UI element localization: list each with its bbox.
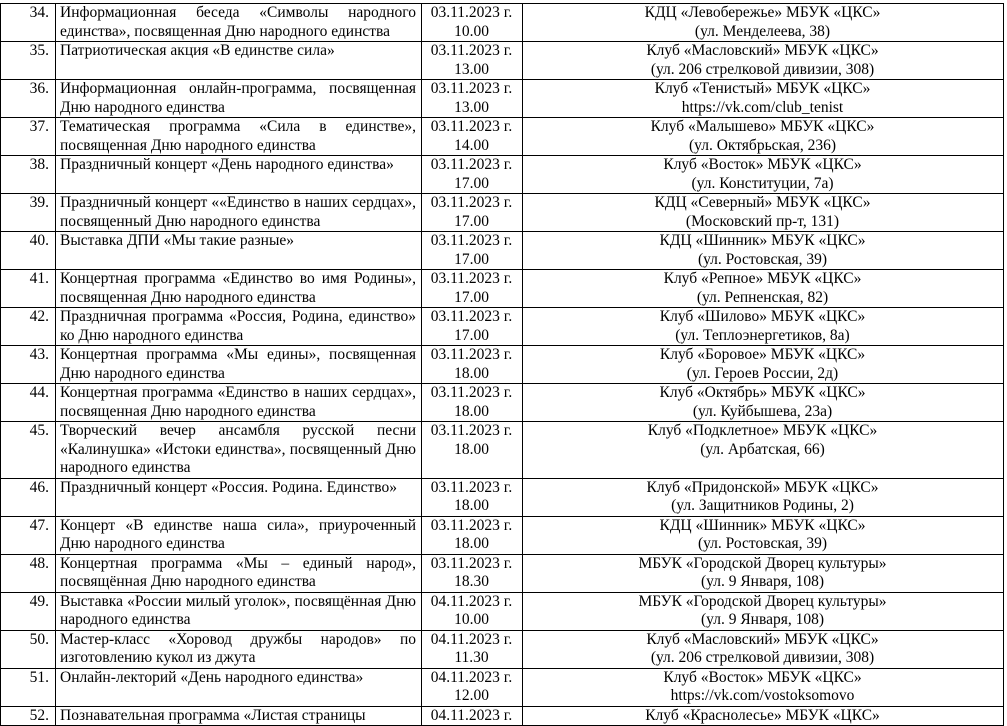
event-name: Информационная онлайн-программа, посвященная Дню народного единства — [56, 80, 422, 118]
event-name: Концертная программа «Мы едины», посвященная Дню народного единства — [56, 346, 422, 384]
event-date: 03.11.2023 г. — [430, 4, 513, 21]
table-row — [1, 706, 1004, 726]
event-datetime — [422, 4, 523, 42]
event-name: Концертная программа «Мы – единый народ», посвящённая Дню народного единства — [56, 554, 422, 592]
event-time: 17.00 — [454, 288, 489, 306]
event-date: 03.11.2023 г. — [430, 516, 513, 534]
event-datetime — [422, 308, 523, 346]
table-row — [1, 592, 1004, 630]
event-datetime — [422, 384, 523, 422]
event-venue — [523, 270, 1004, 308]
event-venue — [523, 308, 1004, 346]
event-name: Тематическая программа «Сила в единстве», посвященная Дню народного единства — [56, 118, 422, 156]
event-datetime — [422, 668, 523, 706]
event-date: 03.11.2023 г. — [430, 422, 513, 439]
venue-name: Клуб «Шилово» МБУК «ЦКС» — [659, 308, 866, 325]
venue-address: (ул. Конституции, 7а) — [691, 174, 834, 192]
event-date: 03.11.2023 г. — [430, 308, 513, 325]
event-venue — [523, 478, 1004, 516]
venue-address: (ул. 9 Января, 108) — [700, 573, 824, 590]
event-venue — [523, 232, 1004, 270]
table-row — [1, 384, 1004, 422]
table-row — [1, 668, 1004, 706]
table-row — [1, 80, 1004, 118]
event-name: Концертная программа «Единство в наших сердцах», посвященная Дню народного единства — [56, 384, 422, 422]
event-date: 03.11.2023 г. — [430, 346, 513, 363]
table-row — [1, 346, 1004, 384]
event-datetime — [422, 80, 523, 118]
events-table — [0, 3, 1004, 726]
table-row — [1, 156, 1004, 194]
event-name: Концертная программа «Единство во имя Родины», посвященная Дню народного единства — [56, 270, 422, 308]
event-name: Онлайн-лекторий «День народного единства» — [56, 668, 422, 706]
row-number: 48. — [1, 554, 56, 592]
venue-address: (ул. Героев России, 2д) — [686, 364, 839, 382]
row-number: 35. — [1, 42, 56, 80]
event-time: 18.00 — [454, 535, 489, 552]
event-time: 18.00 — [454, 402, 489, 420]
venue-name: Клуб «Восток» МБУК «ЦКС» — [663, 156, 862, 173]
event-datetime — [422, 554, 523, 592]
row-number: 45. — [1, 422, 56, 479]
event-date: 03.11.2023 г. — [430, 156, 513, 173]
event-date: 04.11.2023 г. — [430, 592, 513, 610]
table-row — [1, 516, 1004, 554]
event-venue — [523, 706, 1004, 726]
row-number: 47. — [1, 516, 56, 554]
event-name: Праздничный концерт «День народного единства» — [56, 156, 422, 194]
event-name: Мастер-класс «Хоровод дружбы народов» по изготовлению кукол из джута — [56, 630, 422, 668]
venue-address: (ул. Ростовская, 39) — [697, 535, 828, 552]
table-row — [1, 308, 1004, 346]
event-venue — [523, 384, 1004, 422]
event-datetime — [422, 422, 523, 479]
venue-name: Клуб «Краснолесье» МБУК «ЦКС» — [645, 706, 880, 724]
event-time: 10.00 — [454, 22, 489, 40]
row-number: 36. — [1, 80, 56, 118]
event-name: Творческий вечер ансамбля русской песни «Калинушка» «Истоки единства», посвященный Дню народного единства — [56, 422, 422, 479]
event-name: Познавательная программа «Листая страницы — [56, 706, 422, 726]
venue-name: Клуб «Тенистый» МБУК «ЦКС» — [654, 80, 871, 97]
venue-link[interactable]: https://vk.com/club_tenist — [681, 98, 844, 116]
venue-name: КДЦ «Северный» МБУК «ЦКС» — [654, 194, 871, 211]
venue-name: Клуб «Малышево» МБУК «ЦКС» — [650, 118, 875, 135]
event-time: 18.00 — [454, 364, 489, 382]
event-name: Выставка ДПИ «Мы такие разные» — [56, 232, 422, 270]
event-venue — [523, 516, 1004, 554]
venue-address: (ул. Защитников Родины, 2) — [671, 497, 854, 514]
event-time: 11.30 — [454, 649, 489, 666]
event-time: 18.00 — [454, 497, 489, 514]
event-datetime — [422, 42, 523, 80]
event-name: Информационная беседа «Символы народного единства», посвященная Дню народного единства — [56, 4, 422, 42]
venue-address: (ул. 206 стрелковой дивизии, 308) — [650, 649, 875, 666]
venue-address: (ул. Ростовская, 39) — [697, 250, 828, 268]
event-date: 04.11.2023 г. — [430, 668, 513, 686]
event-venue — [523, 668, 1004, 706]
venue-name: Клуб «Масловский» МБУК «ЦКС» — [646, 630, 879, 648]
table-row — [1, 194, 1004, 232]
venue-name: Клуб «Масловский» МБУК «ЦКС» — [646, 42, 879, 59]
row-number: 52. — [1, 706, 56, 726]
row-number: 39. — [1, 194, 56, 232]
row-number: 40. — [1, 232, 56, 270]
event-time: 17.00 — [454, 326, 489, 344]
event-datetime — [422, 478, 523, 516]
event-datetime — [422, 270, 523, 308]
venue-name: Клуб «Октябрь» МБУК «ЦКС» — [659, 384, 866, 401]
venue-address: (ул. Репненская, 82) — [696, 288, 829, 306]
row-number: 38. — [1, 156, 56, 194]
row-number: 51. — [1, 668, 56, 706]
venue-name: МБУК «Городской Дворец культуры» — [638, 592, 887, 610]
row-number: 42. — [1, 308, 56, 346]
row-number: 41. — [1, 270, 56, 308]
table-row — [1, 118, 1004, 156]
event-name: Выставка «России милый уголок», посвящённая Дню народного единства — [56, 592, 422, 630]
row-number: 43. — [1, 346, 56, 384]
event-time: 17.00 — [454, 174, 489, 192]
event-date: 04.11.2023 г. — [430, 706, 513, 724]
table-row — [1, 42, 1004, 80]
event-venue — [523, 422, 1004, 479]
event-name: Концерт «В единстве наша сила», приуроченный Дню народного единства — [56, 516, 422, 554]
event-date: 03.11.2023 г. — [430, 232, 513, 249]
venue-name: КДЦ «Шинник» МБУК «ЦКС» — [659, 232, 866, 249]
event-date: 03.11.2023 г. — [430, 384, 513, 401]
row-number: 44. — [1, 384, 56, 422]
event-time: 10.00 — [454, 611, 489, 628]
event-venue — [523, 630, 1004, 668]
event-time: 13.00 — [454, 98, 489, 116]
table-row — [1, 232, 1004, 270]
event-datetime — [422, 706, 523, 726]
event-venue — [523, 346, 1004, 384]
event-time: 17.00 — [454, 250, 489, 268]
table-row — [1, 422, 1004, 479]
venue-name: МБУК «Городской Дворец культуры» — [638, 554, 887, 572]
event-venue — [523, 592, 1004, 630]
table-row — [1, 554, 1004, 592]
venue-address: (ул. 9 Января, 108) — [700, 611, 824, 628]
venue-name: Клуб «Боровое» МБУК «ЦКС» — [659, 346, 866, 363]
event-time: 18.30 — [454, 573, 489, 590]
venue-name: Клуб «Подклетное» МБУК «ЦКС» — [647, 422, 878, 439]
event-venue — [523, 194, 1004, 232]
event-venue — [523, 4, 1004, 42]
event-date: 03.11.2023 г. — [430, 270, 513, 287]
event-date: 03.11.2023 г. — [430, 554, 513, 572]
event-datetime — [422, 346, 523, 384]
venue-link[interactable]: https://vk.com/vostoksomovo — [670, 687, 855, 704]
event-venue — [523, 554, 1004, 592]
row-number: 37. — [1, 118, 56, 156]
event-datetime — [422, 516, 523, 554]
event-venue — [523, 80, 1004, 118]
event-datetime — [422, 156, 523, 194]
event-datetime — [422, 630, 523, 668]
venue-name: Клуб «Репное» МБУК «ЦКС» — [663, 270, 862, 287]
event-datetime — [422, 232, 523, 270]
event-time: 12.00 — [454, 687, 489, 704]
table-row — [1, 4, 1004, 42]
event-date: 03.11.2023 г. — [430, 80, 513, 97]
event-name: Патриотическая акция «В единстве сила» — [56, 42, 422, 80]
event-date: 03.11.2023 г. — [430, 118, 513, 135]
venue-name: КДЦ «Шинник» МБУК «ЦКС» — [659, 516, 866, 534]
event-date: 03.11.2023 г. — [430, 42, 513, 59]
row-number: 49. — [1, 592, 56, 630]
venue-address: (ул. Теплоэнергетиков, 8а) — [675, 326, 850, 344]
row-number: 34. — [1, 4, 56, 42]
event-time: 14.00 — [454, 136, 489, 154]
event-time: 17.00 — [454, 212, 489, 230]
venue-address: (ул. 206 стрелковой дивизии, 308) — [650, 60, 875, 78]
event-time: 18.00 — [454, 440, 489, 458]
event-venue — [523, 42, 1004, 80]
event-datetime — [422, 194, 523, 232]
event-venue — [523, 118, 1004, 156]
venue-address: (Московский пр-т, 131) — [685, 212, 840, 230]
event-name: Праздничная программа «Россия, Родина, единство» ко Дню народного единства — [56, 308, 422, 346]
venue-address: (ул. Октябрьская, 236) — [689, 136, 836, 154]
event-name: Праздничный концерт ««Единство в наших сердцах», посвященный Дню народного единства — [56, 194, 422, 232]
venue-address: (ул. Куйбышева, 23а) — [692, 402, 833, 420]
event-venue — [523, 156, 1004, 194]
venue-address: (ул. Менделеева, 38) — [694, 22, 831, 40]
event-date: 03.11.2023 г. — [430, 194, 513, 211]
event-name: Праздничный концерт «Россия. Родина. Единство» — [56, 478, 422, 516]
event-time: 13.00 — [454, 60, 489, 78]
event-date: 04.11.2023 г. — [430, 630, 513, 648]
table-row — [1, 630, 1004, 668]
row-number: 50. — [1, 630, 56, 668]
table-row — [1, 270, 1004, 308]
event-date: 03.11.2023 г. — [430, 478, 513, 496]
venue-name: Клуб «Восток» МБУК «ЦКС» — [663, 668, 862, 686]
event-datetime — [422, 592, 523, 630]
venue-address: (ул. Арбатская, 66) — [700, 440, 825, 458]
venue-name: Клуб «Придонской» МБУК «ЦКС» — [646, 478, 879, 496]
row-number: 46. — [1, 478, 56, 516]
event-datetime — [422, 118, 523, 156]
events-table-body — [1, 4, 1004, 726]
venue-name: КДЦ «Левобережье» МБУК «ЦКС» — [644, 4, 881, 21]
table-row — [1, 478, 1004, 516]
